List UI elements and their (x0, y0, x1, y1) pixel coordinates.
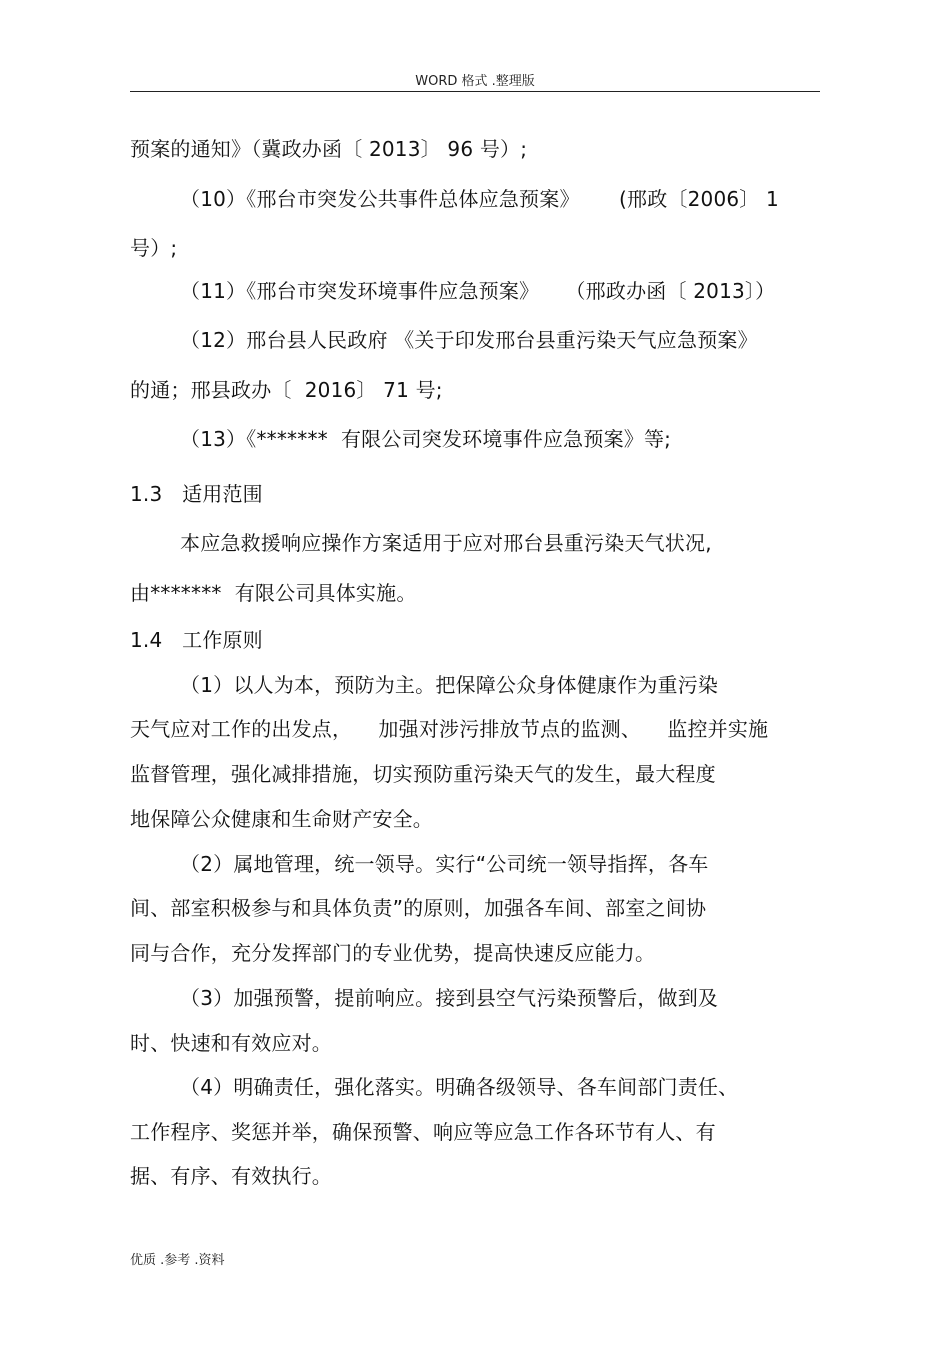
body-line: 号）; (130, 236, 178, 260)
body-line: （2）属地管理，统一领导。实行“公司统一领导指挥，各车 (180, 852, 709, 876)
body-line: 天气应对工作的出发点， 加强对涉污排放节点的监测、 监控并实施 (130, 717, 769, 741)
body-line: 的通；邢县政办〔 2016〕 71 号; (130, 378, 443, 402)
body-line: （11）《邢台市突发环境事件应急预案》 （邢政办函〔 2013〕） (180, 279, 776, 303)
body-line: 监督管理，强化减排措施，切实预防重污染天气的发生，最大程度 (130, 762, 716, 786)
page-header: WORD 格式 .整理版 (415, 74, 535, 89)
body-line: （1）以人为本，预防为主。把保障公众身体健康作为重污染 (180, 673, 719, 697)
body-line: 地保障公众健康和生命财产安全。 (130, 807, 433, 831)
body-line: 工作程序、奖惩并举，确保预警、响应等应急工作各环节有人、有 (130, 1120, 716, 1144)
body-line: 本应急救援响应操作方案适用于应对邢台县重污染天气状况, (180, 531, 712, 555)
page-footer: 优质 .参考 .资料 (130, 1253, 225, 1268)
body-line: 间、部室积极参与和具体负责”的原则，加强各车间、部室之间协 (130, 896, 707, 920)
section-heading: 1.4 工作原则 (130, 628, 263, 652)
header-rule (130, 91, 820, 92)
body-line: 同与合作，充分发挥部门的专业优势，提高快速反应能力。 (130, 941, 656, 965)
body-line: 由******* 有限公司具体实施。 (130, 581, 417, 605)
body-line: 预案的通知》（冀政办函〔 2013〕 96 号）; (130, 137, 528, 161)
body-line: （4）明确责任，强化落实。明确各级领导、各车间部门责任、 (180, 1075, 739, 1099)
body-line: （3）加强预警，提前响应。接到县空气污染预警后，做到及 (180, 986, 719, 1010)
body-line: （10）《邢台市突发公共事件总体应急预案》 (邢政〔2006〕 1 (180, 187, 779, 211)
body-line: （13）《******* 有限公司突发环境事件应急预案》等; (180, 427, 672, 451)
section-heading: 1.3 适用范围 (130, 482, 263, 506)
body-line: （12）邢台县人民政府 《关于印发邢台县重污染天气应急预案》 (180, 328, 758, 352)
body-line: 据、有序、有效执行。 (130, 1164, 332, 1188)
body-line: 时、快速和有效应对。 (130, 1031, 332, 1055)
